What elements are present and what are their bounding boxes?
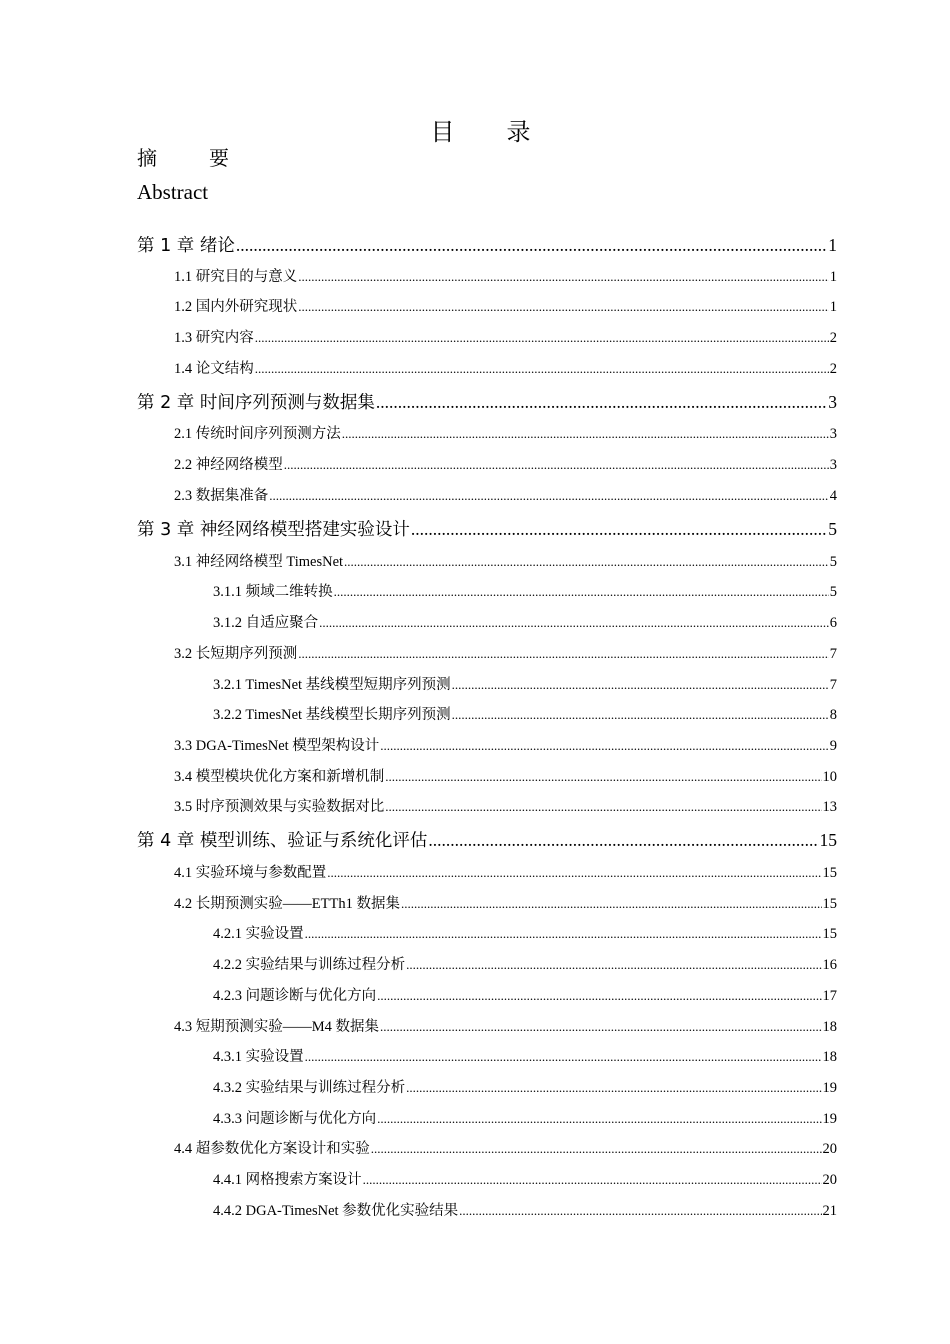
toc-entry-label: 第 4 章 模型训练、验证与系统化评估 xyxy=(137,831,428,851)
toc-entry-level-2[interactable] xyxy=(174,892,837,913)
toc-page-number: 3 xyxy=(828,392,837,412)
toc-entry-level-2[interactable] xyxy=(174,326,837,347)
toc-entry-label: 4.4 超参数优化方案设计和实验 xyxy=(174,1141,370,1157)
toc-entry-label: 2.1 传统时间序列预测方法 xyxy=(174,426,341,442)
toc-leader-dots xyxy=(269,488,829,504)
toc-entry-label: 3.2.1 TimesNet 基线模型短期序列预测 xyxy=(213,677,451,693)
toc-entry-label: 4.4.1 网格搜索方案设计 xyxy=(213,1172,362,1188)
toc-leader-dots xyxy=(377,1111,821,1127)
toc-entry-label: 4.3.3 问题诊断与优化方向 xyxy=(213,1111,377,1127)
toc-page-number: 21 xyxy=(822,1203,837,1219)
toc-leader-dots xyxy=(327,865,821,881)
toc-entry-label: 第 2 章 时间序列预测与数据集 xyxy=(137,393,375,413)
toc-leader-dots xyxy=(385,799,821,815)
toc-leader-dots xyxy=(428,830,818,851)
toc-page-number: 20 xyxy=(822,1172,837,1188)
toc-entry-label: 4.3.2 实验结果与训练过程分析 xyxy=(213,1080,406,1096)
toc-page-number: 13 xyxy=(822,799,837,815)
toc-entry-label: 第 3 章 神经网络模型搭建实验设计 xyxy=(137,520,410,540)
toc-entry-level-2[interactable] xyxy=(174,642,837,663)
toc-entry-label: 4.2.3 问题诊断与优化方向 xyxy=(213,988,377,1004)
toc-entry-label: 4.1 实验环境与参数配置 xyxy=(174,865,327,881)
toc-leader-dots xyxy=(284,457,829,473)
toc-leader-dots xyxy=(377,988,821,1004)
toc-leader-dots xyxy=(459,1203,821,1219)
toc-entry-level-2[interactable] xyxy=(174,484,837,505)
toc-title: 目 录 xyxy=(430,118,545,146)
toc-page-number: 7 xyxy=(829,677,837,693)
toc-page-number: 5 xyxy=(828,519,837,539)
toc-page-number: 15 xyxy=(819,830,837,850)
toc-page-number: 5 xyxy=(829,554,837,570)
toc-leader-dots xyxy=(298,269,829,285)
toc-entry-level-2[interactable] xyxy=(174,357,837,378)
toc-entry-level-2[interactable] xyxy=(174,861,837,882)
toc-page-number: 1 xyxy=(828,235,837,255)
toc-entry-label: 4.2.2 实验结果与训练过程分析 xyxy=(213,957,406,973)
toc-page-number: 1 xyxy=(829,269,837,285)
toc-entry-label: 1.2 国内外研究现状 xyxy=(174,299,298,315)
toc-entry-label: 3.1.1 频域二维转换 xyxy=(213,584,333,600)
toc-page-number: 18 xyxy=(822,1049,837,1065)
toc-entry-level-1[interactable] xyxy=(137,232,837,257)
toc-page-number: 9 xyxy=(829,738,837,754)
toc-entry-level-2[interactable] xyxy=(174,765,837,786)
toc-page-number: 2 xyxy=(829,361,837,377)
toc-entry-level-3[interactable] xyxy=(213,984,837,1005)
toc-entry-level-3[interactable] xyxy=(213,1107,837,1128)
toc-leader-dots xyxy=(298,646,829,662)
toc-page-number: 3 xyxy=(829,457,837,473)
toc-page-number: 17 xyxy=(822,988,837,1004)
toc-entry-level-2[interactable] xyxy=(174,734,837,755)
toc-leader-dots xyxy=(298,299,829,315)
toc-page-number: 18 xyxy=(822,1019,837,1035)
toc-entry-level-3[interactable] xyxy=(213,703,837,724)
toc-entry-level-3[interactable] xyxy=(213,1045,837,1066)
toc-leader-dots xyxy=(342,426,829,442)
toc-entry-level-3[interactable] xyxy=(213,1199,837,1220)
toc-page-number: 10 xyxy=(822,769,837,785)
toc-leader-dots xyxy=(452,707,829,723)
toc-entry-level-1[interactable] xyxy=(137,516,837,541)
toc-entry-level-3[interactable] xyxy=(213,580,837,601)
toc-entry-label: 3.1 神经网络模型 TimesNet xyxy=(174,554,344,570)
toc-entry-level-2[interactable] xyxy=(174,550,837,571)
toc-entry-label: 2.2 神经网络模型 xyxy=(174,457,283,473)
toc-leader-dots xyxy=(334,584,829,600)
toc-leader-dots xyxy=(363,1172,822,1188)
toc-page-number: 8 xyxy=(829,707,837,723)
toc-entry-label: 3.2 长短期序列预测 xyxy=(174,646,298,662)
toc-entry-label: 4.2.1 实验设置 xyxy=(213,926,304,942)
toc-entry-label: 4.3.1 实验设置 xyxy=(213,1049,304,1065)
toc-entry-label: 1.1 研究目的与意义 xyxy=(174,269,298,285)
toc-page-number: 2 xyxy=(829,330,837,346)
toc-leader-dots xyxy=(452,677,829,693)
toc-entry-label: 2.3 数据集准备 xyxy=(174,488,269,504)
toc-leader-dots xyxy=(401,896,822,912)
toc-page-number: 15 xyxy=(822,926,837,942)
toc-page-number: 15 xyxy=(822,896,837,912)
toc-entry-level-2[interactable] xyxy=(174,295,837,316)
toc-entry-label: 3.2.2 TimesNet 基线模型长期序列预测 xyxy=(213,707,451,723)
toc-entry-level-3[interactable] xyxy=(213,1168,837,1189)
toc-leader-dots xyxy=(385,769,821,785)
toc-entry-label: 3.1.2 自适应聚合 xyxy=(213,615,319,631)
toc-leader-dots xyxy=(319,615,829,631)
toc-page-number: 7 xyxy=(829,646,837,662)
toc-entry-label: 1.4 论文结构 xyxy=(174,361,254,377)
toc-page-number: 20 xyxy=(822,1141,837,1157)
toc-page-number: 1 xyxy=(829,299,837,315)
toc-page-number: 19 xyxy=(822,1111,837,1127)
toc-page-number: 19 xyxy=(822,1080,837,1096)
toc-entry-level-2[interactable] xyxy=(174,795,837,816)
toc-entry-level-2[interactable] xyxy=(174,422,837,443)
toc-leader-dots xyxy=(305,926,822,942)
toc-leader-dots xyxy=(406,957,821,973)
toc-entry-level-1[interactable] xyxy=(137,827,837,852)
toc-leader-dots xyxy=(411,519,827,540)
toc-entry-label: 3.4 模型模块优化方案和新增机制 xyxy=(174,769,385,785)
toc-entry-level-2[interactable] xyxy=(174,265,837,286)
toc-entry-level-2[interactable] xyxy=(174,1015,837,1036)
toc-entry-label: 1.3 研究内容 xyxy=(174,330,254,346)
toc-entry-label: 4.2 长期预测实验——ETTh1 数据集 xyxy=(174,896,400,912)
toc-leader-dots xyxy=(255,361,829,377)
toc-entry-label: 3.5 时序预测效果与实验数据对比 xyxy=(174,799,385,815)
toc-entry-level-3[interactable] xyxy=(213,922,837,943)
toc-leader-dots xyxy=(406,1080,821,1096)
toc-entry-label: 第 1 章 绪论 xyxy=(137,236,235,256)
toc-leader-dots xyxy=(305,1049,822,1065)
toc-entry-label: 3.3 DGA-TimesNet 模型架构设计 xyxy=(174,738,380,754)
toc-entry-level-2[interactable] xyxy=(174,453,837,474)
toc-leader-dots xyxy=(380,738,828,754)
toc-leader-dots xyxy=(236,235,827,256)
toc-entry-label: 4.3 短期预测实验——M4 数据集 xyxy=(174,1019,380,1035)
toc-entry-level-3[interactable] xyxy=(213,953,837,974)
toc-page-number: 4 xyxy=(829,488,837,504)
toc-page-number: 3 xyxy=(829,426,837,442)
toc-page-number: 5 xyxy=(829,584,837,600)
toc-leader-dots xyxy=(380,1019,821,1035)
toc-leader-dots xyxy=(344,554,829,570)
toc-entry-level-3[interactable] xyxy=(213,1076,837,1097)
abstract-cn-heading[interactable]: 摘 要 xyxy=(137,146,245,170)
toc-page-number: 6 xyxy=(829,615,837,631)
toc-page-number: 15 xyxy=(822,865,837,881)
toc-leader-dots xyxy=(376,392,827,413)
toc-entry-level-3[interactable] xyxy=(213,611,837,632)
toc-entry-level-1[interactable] xyxy=(137,389,837,414)
abstract-en-heading[interactable]: Abstract xyxy=(137,180,209,204)
toc-leader-dots xyxy=(255,330,829,346)
toc-entry-level-2[interactable] xyxy=(174,1137,837,1158)
toc-leader-dots xyxy=(371,1141,822,1157)
toc-entry-level-3[interactable] xyxy=(213,673,837,694)
toc-entry-label: 4.4.2 DGA-TimesNet 参数优化实验结果 xyxy=(213,1203,459,1219)
toc-page-number: 16 xyxy=(822,957,837,973)
